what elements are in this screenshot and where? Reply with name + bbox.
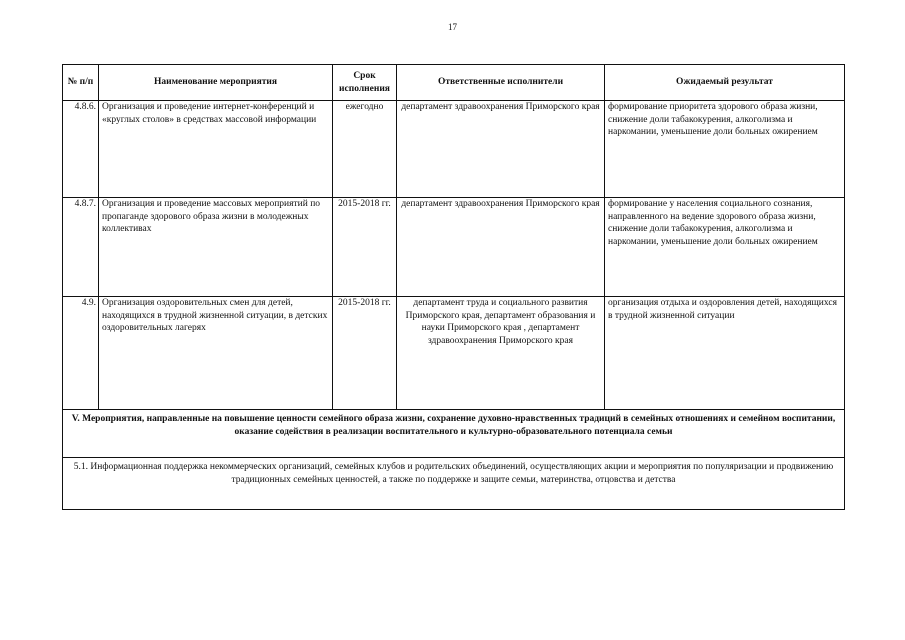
subsection-5-1-title: 5.1. Информационная поддержка некоммерческих организаций, семейных клубов и родительских объединений, осуществляющих акции и мероприятия по популяризации и продвижению традиционных семейных ценностей, а также по поддержке и защите семьи, материнства, отцовства и детства	[63, 458, 845, 510]
header-result: Ожидаемый результат	[605, 65, 845, 101]
row-num: 4.8.7.	[63, 198, 99, 297]
row-result: формирование у населения социального сознания, направленного на ведение здорового образа жизни, снижение доли табакокурения, алкоголизма и наркомании, уменьшение доли больных ожирением	[605, 198, 845, 297]
row-responsible: департамент труда и социального развития Приморского края, департамент образования и науки Приморского края , департамент здравоохранения Приморского края	[397, 297, 605, 410]
row-responsible: департамент здравоохранения Приморского края	[397, 101, 605, 198]
row-term: ежегодно	[333, 101, 397, 198]
table-row	[63, 198, 845, 297]
row-num: 4.9.	[63, 297, 99, 410]
header-num: № п/п	[63, 65, 99, 101]
row-num: 4.8.6.	[63, 101, 99, 198]
subsection-row	[63, 458, 845, 510]
header-name: Наименование мероприятия	[99, 65, 333, 101]
row-name: Организация и проведение интернет-конференций и «круглых столов» в средствах массовой информации	[99, 101, 333, 198]
table-header-row	[63, 65, 845, 101]
row-result: формирование приоритета здорового образа жизни, снижение доли табакокурения, алкоголизма и наркомании, уменьшение доли больных ожирением	[605, 101, 845, 198]
section-v-title: V. Мероприятия, направленные на повышение ценности семейного образа жизни, сохранение духовно-нравственных традиций в семейных отношениях и семейном воспитании, оказание содействия в реализации воспитательного и культурно-образовательного потенциала семьи	[63, 410, 845, 458]
table-row	[63, 297, 845, 410]
row-result: организация отдыха и оздоровления детей, находящихся в трудной жизненной ситуации	[605, 297, 845, 410]
row-term: 2015-2018 гг.	[333, 297, 397, 410]
row-name: Организация и проведение массовых мероприятий по пропаганде здорового образа жизни в молодежных коллективах	[99, 198, 333, 297]
header-responsible: Ответственные исполнители	[397, 65, 605, 101]
section-row	[63, 410, 845, 458]
row-name: Организация оздоровительных смен для детей, находящихся в трудной жизненной ситуации, в детских оздоровительных лагерях	[99, 297, 333, 410]
table-row	[63, 101, 845, 198]
measures-table	[62, 64, 845, 510]
row-term: 2015-2018 гг.	[333, 198, 397, 297]
header-term: Срок исполнения	[333, 65, 397, 101]
row-responsible: департамент здравоохранения Приморского края	[397, 198, 605, 297]
page-number: 17	[448, 22, 457, 32]
